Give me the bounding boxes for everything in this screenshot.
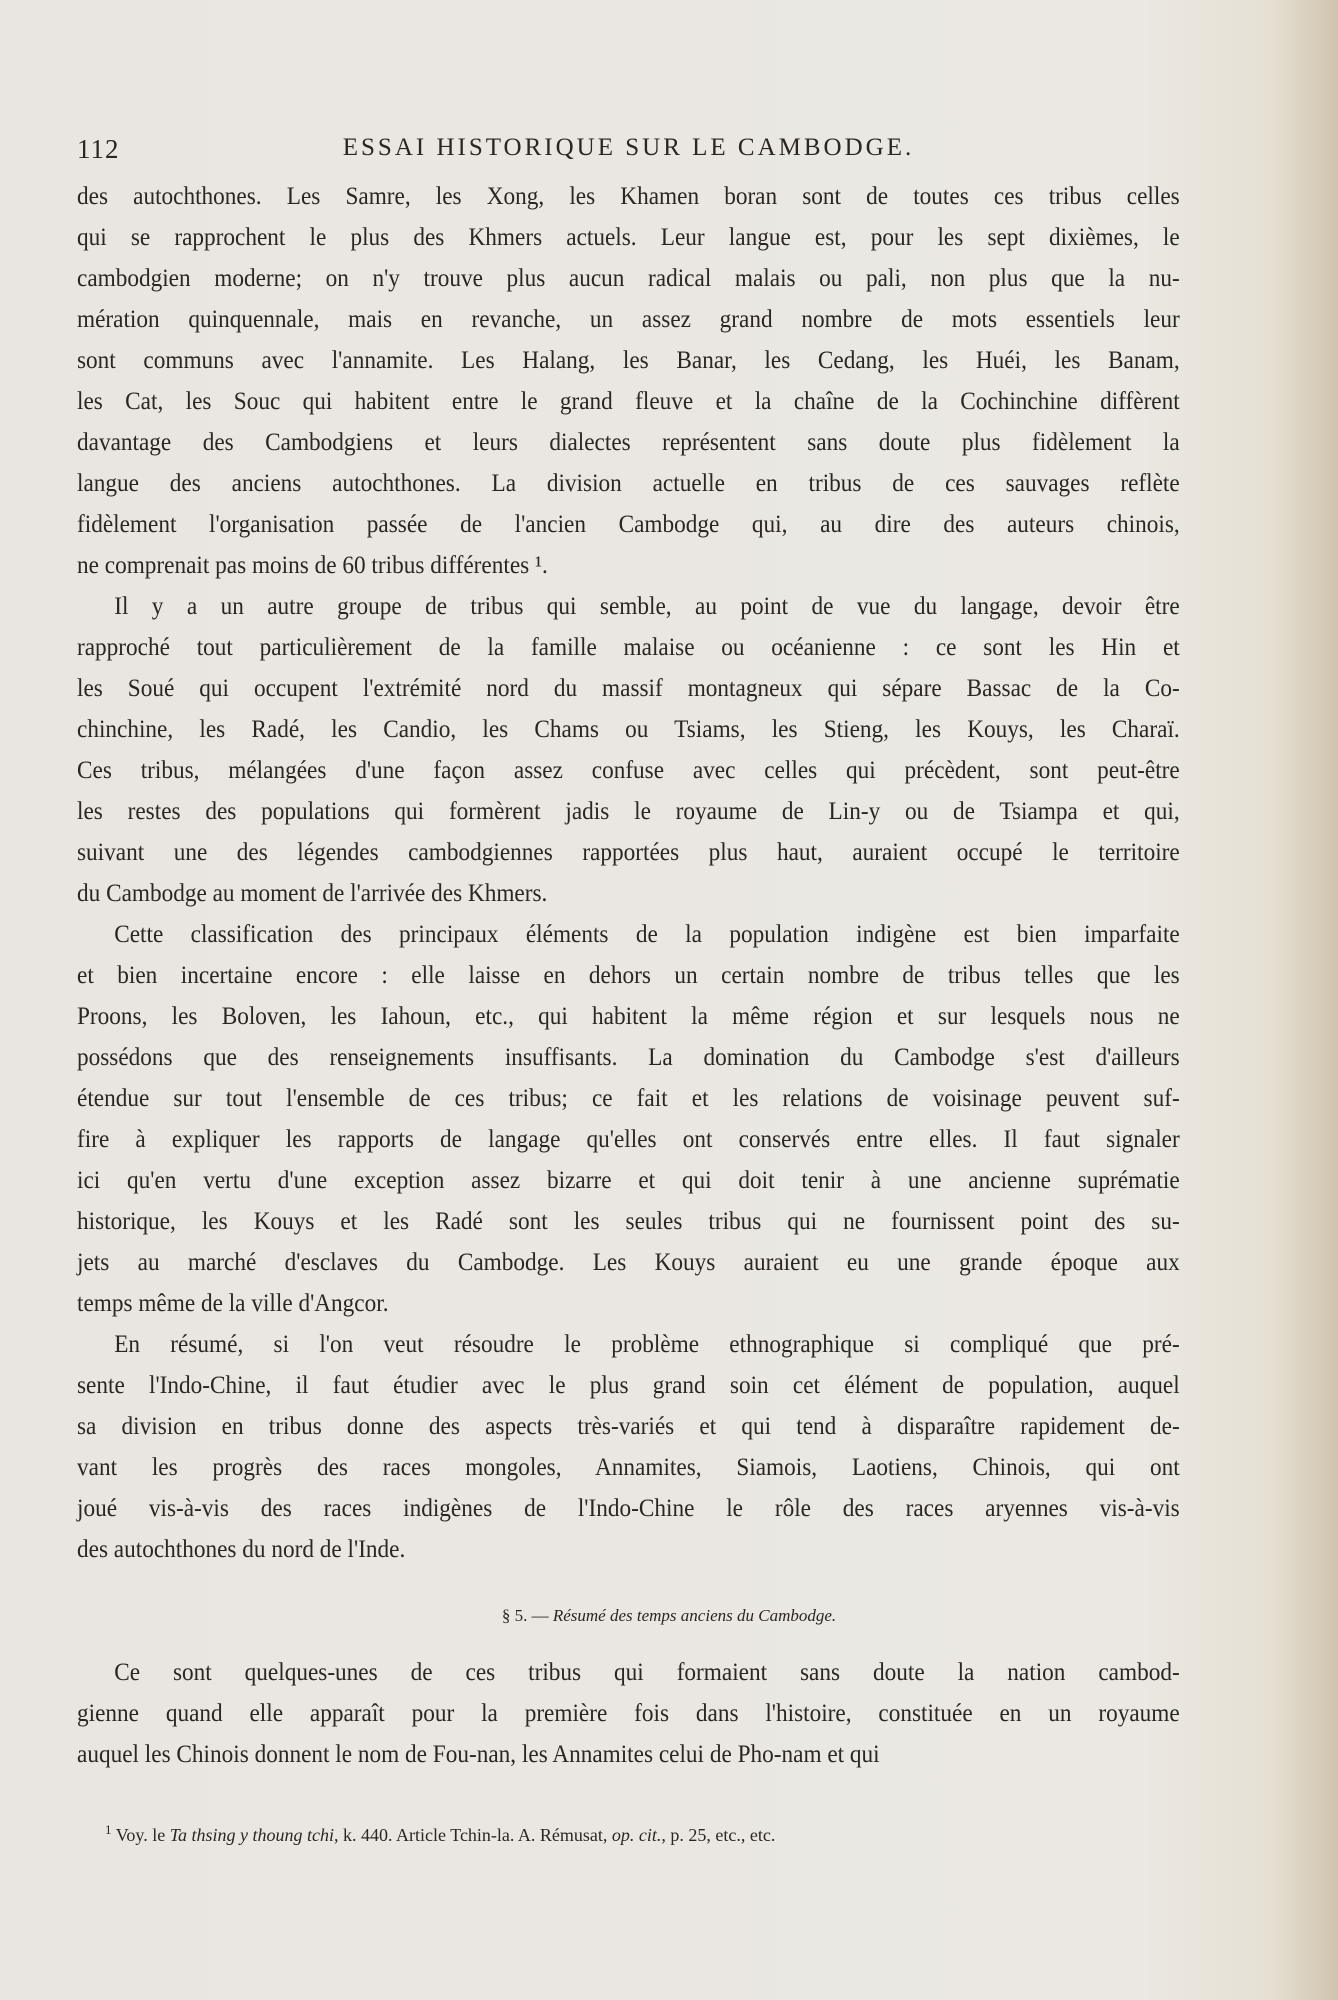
- text-line: Ces tribus, mélangées d'une façon assez confuse avec celles qui précèdent, sont peut-être: [77, 757, 1180, 784]
- footnote-text: , p. 25, etc., etc.: [661, 1825, 776, 1845]
- text-line: gienne quand elle apparaît pour la première fois dans l'histoire, constituée en un royaume: [77, 1700, 1180, 1727]
- final-paragraph: [77, 1652, 1180, 1775]
- paragraph: [77, 176, 1180, 586]
- text-line: davantage des Cambodgiens et leurs dialectes représentent sans doute plus fidèlement la: [77, 429, 1180, 456]
- body-text: [77, 176, 1180, 1570]
- text-line: rapproché tout particulièrement de la famille malaise ou océanienne : ce sont les Hin et: [77, 634, 1180, 661]
- text-line: Cette classification des principaux éléments de la population indigène est bien imparfaite: [114, 921, 1180, 948]
- footnote-text: Voy. le: [115, 1825, 166, 1845]
- text-line: des autochthones. Les Samre, les Xong, les Khamen boran sont de toutes ces tribus celles: [77, 183, 1180, 210]
- section-heading: [0, 1606, 1338, 1626]
- text-line: des autochthones du nord de l'Inde.: [77, 1536, 406, 1563]
- text-line: ici qu'en vertu d'une exception assez bizarre et qui doit tenir à une ancienne suprématie: [77, 1167, 1180, 1194]
- text-line: Il y a un autre groupe de tribus qui semble, au point de vue du langage, devoir être: [114, 593, 1180, 620]
- text-line: En résumé, si l'on veut résoudre le problème ethnographique si compliqué que pré-: [114, 1331, 1180, 1358]
- footnote: [105, 1822, 775, 1846]
- text-line: chinchine, les Radé, les Candio, les Chams ou Tsiams, les Stieng, les Kouys, les Charaï.: [77, 716, 1180, 743]
- text-line: mération quinquennale, mais en revanche, un assez grand nombre de mots essentiels leur: [77, 306, 1180, 333]
- text-line: fidèlement l'organisation passée de l'ancien Cambodge qui, au dire des auteurs chinois,: [77, 511, 1180, 538]
- section-number: § 5. —: [501, 1606, 549, 1625]
- page-number: 112: [77, 134, 120, 164]
- text-line: temps même de la ville d'Angcor.: [77, 1290, 389, 1317]
- paragraph: [77, 914, 1180, 1324]
- footnote-marker: 1: [105, 1822, 112, 1837]
- section-title: Résumé des temps anciens du Cambodge.: [552, 1606, 837, 1625]
- text-line: historique, les Kouys et les Radé sont les seules tribus qui ne fournissent point des su-: [77, 1208, 1180, 1235]
- text-line: cambodgien moderne; on n'y trouve plus aucun radical malais ou pali, non plus que la nu-: [77, 265, 1180, 292]
- text-line: Ce sont quelques-unes de ces tribus qui formaient sans doute la nation cambod-: [114, 1659, 1180, 1686]
- text-line: du Cambodge au moment de l'arrivée des Khmers.: [77, 880, 548, 907]
- text-line: les Cat, les Souc qui habitent entre le grand fleuve et la chaîne de la Cochinchine diffèrent: [77, 388, 1180, 415]
- text-line: et bien incertaine encore : elle laisse en dehors un certain nombre de tribus telles que les: [77, 962, 1180, 989]
- footnote-text: , k. 440. Article Tchin-la. A. Rémusat,: [334, 1825, 608, 1845]
- text-line: les Soué qui occupent l'extrémité nord du massif montagneux qui sépare Bassac de la Co-: [77, 675, 1180, 702]
- text-line: auquel les Chinois donnent le nom de Fou-nan, les Annamites celui de Pho-nam et qui: [77, 1741, 880, 1768]
- text-line: possédons que des renseignements insuffisants. La domination du Cambodge s'est d'ailleurs: [77, 1044, 1180, 1071]
- footnote-work-title: Ta thsing y thoung tchi: [169, 1825, 335, 1845]
- running-title: ESSAI HISTORIQUE SUR LE CAMBODGE.: [342, 134, 915, 161]
- running-header: [77, 134, 1180, 174]
- text-line: fire à expliquer les rapports de langage qu'elles ont conservés entre elles. Il faut signaler: [77, 1126, 1180, 1153]
- text-line: sa division en tribus donne des aspects très-variés et qui tend à disparaître rapidement de-: [77, 1413, 1180, 1440]
- footnote-op-cit: op. cit.: [611, 1825, 662, 1845]
- text-line: suivant une des légendes cambodgiennes rapportées plus haut, auraient occupé le territoire: [77, 839, 1180, 866]
- text-line: sont communs avec l'annamite. Les Halang, les Banar, les Cedang, les Huéi, les Banam,: [77, 347, 1180, 374]
- text-line: Proons, les Boloven, les Iahoun, etc., qui habitent la même région et sur lesquels nous ne: [77, 1003, 1180, 1030]
- text-line: ne comprenait pas moins de 60 tribus différentes ¹.: [77, 552, 548, 579]
- paragraph: [77, 586, 1180, 914]
- text-line: joué vis-à-vis des races indigènes de l'Indo-Chine le rôle des races aryennes vis-à-vis: [77, 1495, 1180, 1522]
- paragraph: [77, 1324, 1180, 1570]
- text-line: jets au marché d'esclaves du Cambodge. Les Kouys auraient eu une grande époque aux: [77, 1249, 1180, 1276]
- text-line: qui se rapprochent le plus des Khmers actuels. Leur langue est, pour les sept dixièmes, le: [77, 224, 1180, 251]
- text-line: étendue sur tout l'ensemble de ces tribus; ce fait et les relations de voisinage peuvent suf-: [77, 1085, 1180, 1112]
- text-line: sente l'Indo-Chine, il faut étudier avec le plus grand soin cet élément de population, auquel: [77, 1372, 1180, 1399]
- text-line: vant les progrès des races mongoles, Annamites, Siamois, Laotiens, Chinois, qui ont: [77, 1454, 1180, 1481]
- text-line: langue des anciens autochthones. La division actuelle en tribus de ces sauvages reflète: [77, 470, 1180, 497]
- text-line: les restes des populations qui formèrent jadis le royaume de Lin-y ou de Tsiampa et qui,: [77, 798, 1180, 825]
